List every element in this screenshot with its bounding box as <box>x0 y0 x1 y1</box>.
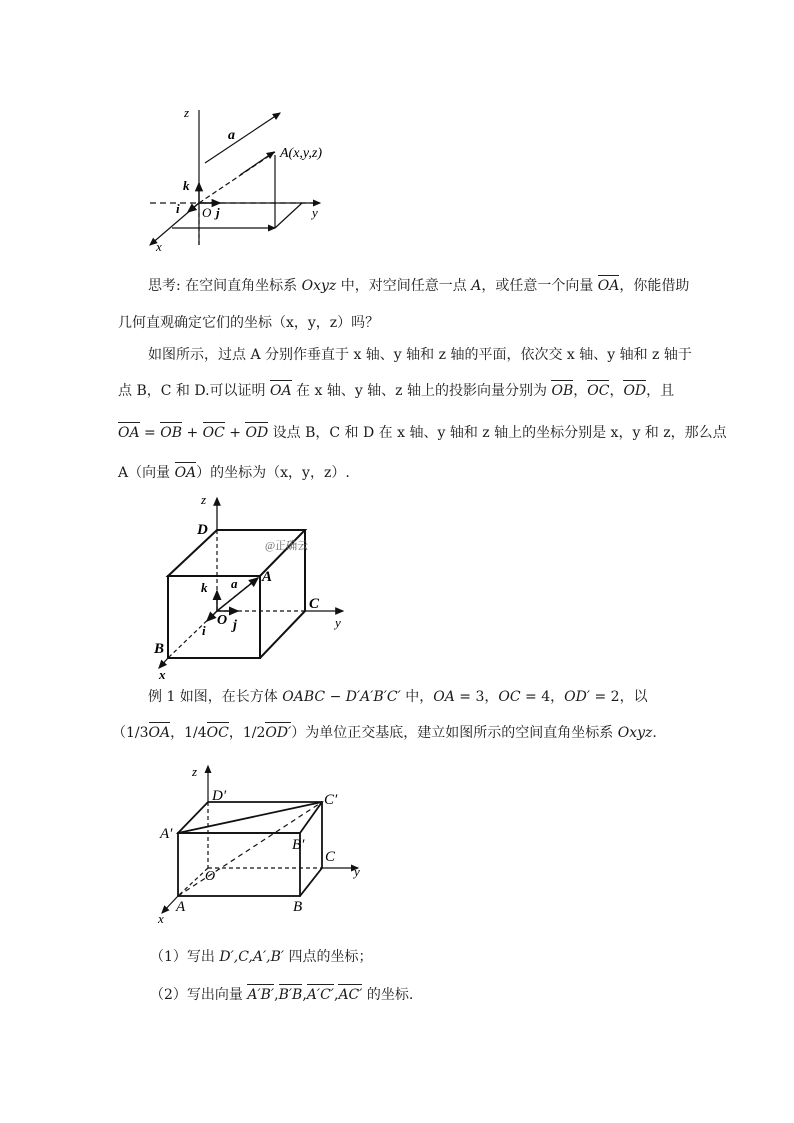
fig3-label-o: O <box>205 869 216 884</box>
fig2-label-b: B <box>154 641 165 657</box>
explain-line-1: 如图所示，过点 A 分别作垂直于 x 轴、y 轴和 z 轴的平面，依次交 x 轴、y 轴和 z 轴于 <box>148 347 692 363</box>
fig1-label-x: x <box>156 239 162 254</box>
fig1-label-point-a: A(x,y,z) <box>280 146 322 161</box>
fig1-label-z: z <box>184 105 190 120</box>
fig2-label-k: k <box>201 580 208 595</box>
explain-line-2: 点 B，C 和 D.可以证明 OA 在 x 轴、y 轴、z 轴上的投影向量分别为 OB，OC，OD，且 <box>118 383 675 399</box>
fig1-label-k: k <box>183 178 190 193</box>
explain-line-4: A（向量 OA）的坐标为（x，y，z）. <box>118 465 350 481</box>
fig2-label-j: j <box>233 618 237 633</box>
fig3-label-b: B <box>293 899 303 915</box>
fig2-label-c: C <box>309 596 320 612</box>
example-line-1: 例 1 如图，在长方体 OABC − D′A′B′C′ 中，OA = 3，OC = 4，OD′ = 2，以 <box>148 689 648 705</box>
fig3-label-d-prime: D′ <box>212 788 227 804</box>
fig3-label-a-prime: A′ <box>160 826 173 842</box>
fig1-label-i: i <box>176 201 180 216</box>
fig2-label-i: i <box>202 623 206 638</box>
fig2-label-o: O <box>217 613 228 628</box>
fig1-label-a: a <box>228 128 235 143</box>
fig1-label-j: j <box>216 205 220 220</box>
example-line-2: （1/3OA，1/4OC，1/2OD′）为单位正交基底，建立如图所示的空间直角坐标系 Oxyz. <box>112 725 657 741</box>
fig2-label-d: D <box>197 522 208 538</box>
fig3-label-c-prime: C′ <box>324 792 338 808</box>
fig3-label-y: y <box>354 864 360 879</box>
fig2-label-a-point: A <box>262 569 273 585</box>
thinking-line-1: 思考: 在空间直角坐标系 Oxyz 中，对空间任意一点 A，或任意一个向量 OA，你能借助 <box>148 278 690 294</box>
fig3-label-a: A <box>176 899 186 915</box>
fig2-label-x: x <box>159 667 166 682</box>
fig3-label-b-prime: B′ <box>292 837 305 853</box>
fig2-label-a-vec: a <box>231 576 238 591</box>
fig3-label-c: C <box>325 849 336 865</box>
fig2-label-z: z <box>201 492 207 507</box>
fig3-label-z: z <box>192 764 198 779</box>
fig2-watermark: @正确云 <box>265 540 309 552</box>
fig3-label-x: x <box>158 911 164 926</box>
fig1-label-y: y <box>312 205 318 220</box>
question-1: （1）写出 D′,C,A′,B′ 四点的坐标； <box>150 949 373 965</box>
fig2-label-y: y <box>335 615 341 630</box>
figure-cuboid <box>150 758 380 928</box>
fig1-label-o: O <box>202 205 212 220</box>
figure-coordinate-vector <box>140 95 340 255</box>
thinking-line-2: 几何直观确定它们的坐标（x，y，z）吗？ <box>118 315 380 331</box>
question-2: （2）写出向量 A′B′,B′B,A′C′,AC′ 的坐标. <box>150 987 414 1003</box>
explain-line-3: OA = OB + OC + OD 设点 B，C 和 D 在 x 轴、y 轴和 z 轴上的坐标分别是 x，y 和 z，那么点 <box>118 425 727 441</box>
figure-cube-projection <box>145 488 365 683</box>
